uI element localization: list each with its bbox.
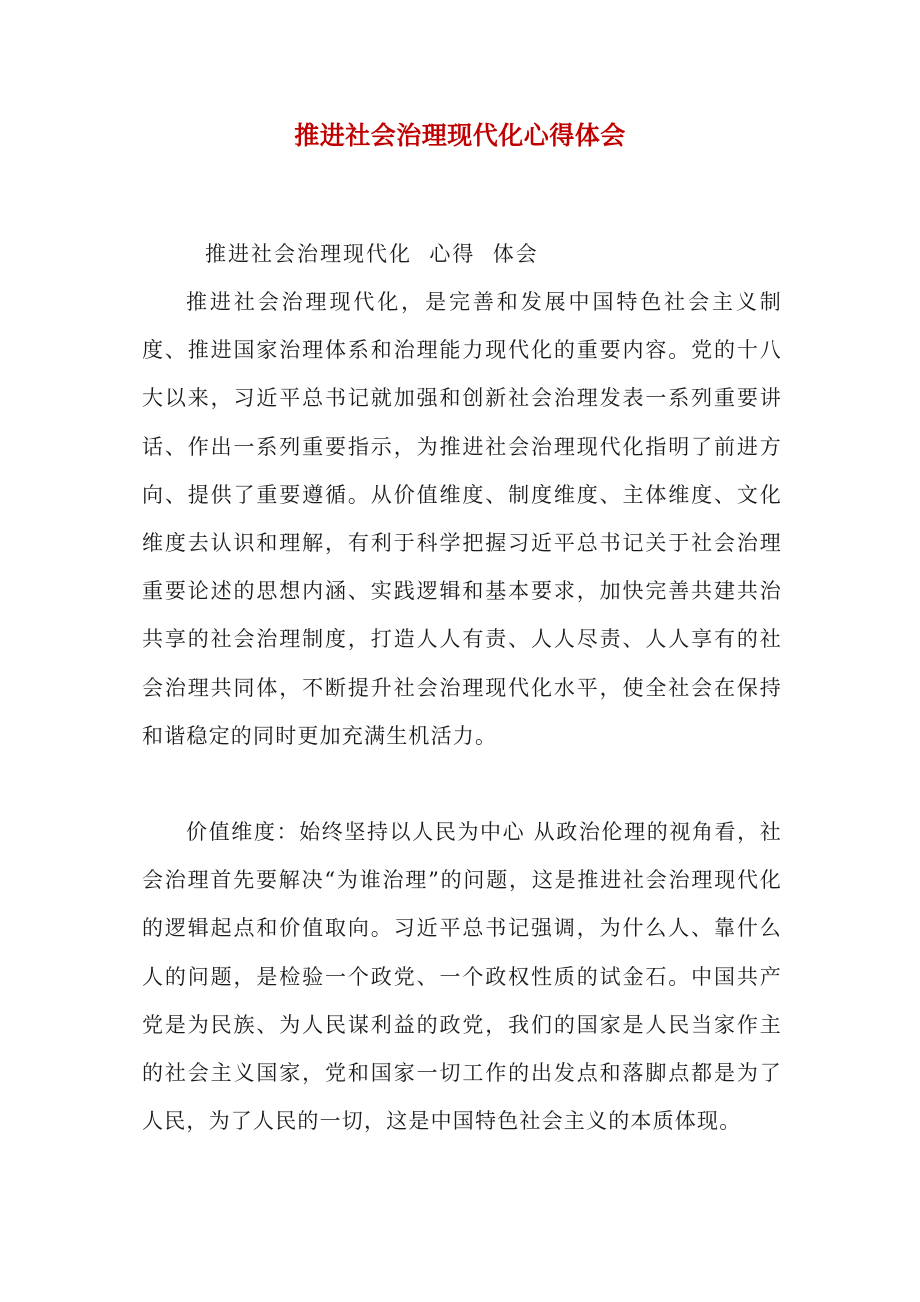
document-title: 推进社会治理现代化心得体会 [294, 121, 626, 150]
body-paragraph-value-dimension: 价值维度：始终坚持以人民为中心 从政治伦理的视角看，社会治理首先要解决“为谁治理”的问题，这是推进社会治理现代化的逻辑起点和价值取向。习近平总书记强调，为什么人、靠什么人的问题，是检验一个政党、一个政权性质的试金石。中国共产党是为民族、为人民谋利益的政党，我们的国家是人民当家作主的社会主义国家，党和国家一切工作的出发点和落脚点都是为了人民，为了人民的一切，这是中国特色社会主义的本质体现。 [142, 820, 782, 1134]
document-subtitle: 推进社会治理现代化 心得 体会 [205, 242, 539, 266]
body-paragraph-intro: 推进社会治理现代化，是完善和发展中国特色社会主义制度、推进国家治理体系和治理能力现代化的重要内容。党的十八大以来，习近平总书记就加强和创新社会治理发表一系列重要讲话、作出一系列重要指示，为推进社会治理现代化指明了前进方向、提供了重要遵循。从价值维度、制度维度、主体维度、文化维度去认识和理解，有利于科学把握习近平总书记关于社会治理重要论述的思想内涵、实践逻辑和基本要求，加快完善共建共治共享的社会治理制度，打造人人有责、人人尽责、人人享有的社会治理共同体，不断提升社会治理现代化水平，使全社会在保持和谐稳定的同时更加充满生机活力。 [142, 290, 782, 748]
